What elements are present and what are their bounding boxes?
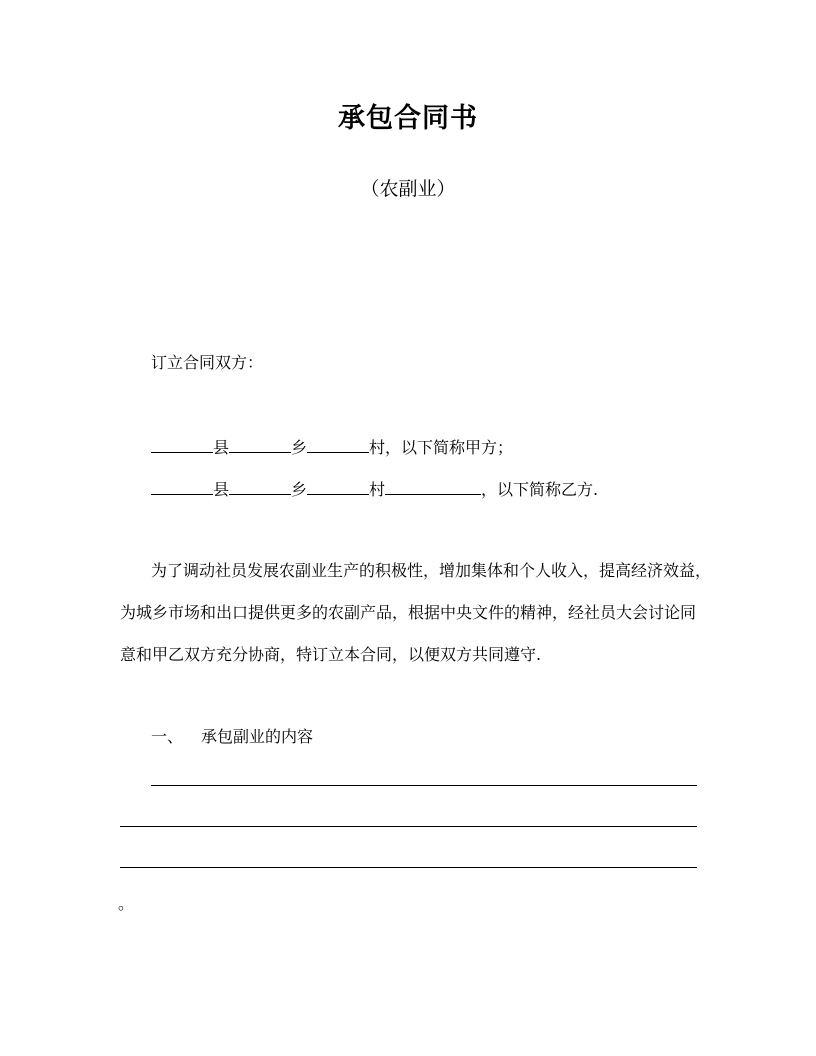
party-a-line [151, 436, 513, 459]
party-b-township-label: 乡 [291, 480, 308, 499]
party-a-village-blank[interactable] [307, 436, 369, 453]
party-b-village-label: 村 [369, 480, 386, 499]
party-a-township-blank[interactable] [229, 436, 291, 453]
party-b-name-blank[interactable] [385, 478, 481, 495]
preamble-line-3: 意和甲乙双方充分协商，特订立本合同，以便双方共同遵守. [120, 645, 542, 664]
preamble-line-2: 为城乡市场和出口提供更多的农副产品，根据中央文件的精神，经社员大会讨论同 [120, 603, 697, 622]
party-b-township-blank[interactable] [229, 478, 291, 495]
party-a-county-blank[interactable] [151, 436, 213, 453]
party-b-county-label: 县 [213, 480, 230, 499]
party-b-county-blank[interactable] [151, 478, 213, 495]
section-1-heading [151, 726, 313, 748]
party-a-county-label: 县 [213, 438, 230, 457]
end-mark: 。 [118, 894, 135, 913]
party-b-suffix: ，以下简称乙方. [481, 480, 599, 499]
section-1-content-line-3[interactable] [120, 867, 697, 868]
party-a-township-label: 乡 [291, 438, 308, 457]
party-b-village-blank[interactable] [307, 478, 369, 495]
section-1-title: 承包副业的内容 [201, 727, 314, 746]
section-1-content-line-2[interactable] [120, 826, 697, 827]
party-b-line [151, 478, 598, 501]
section-1-content-line-1[interactable] [151, 785, 697, 786]
parties-heading: 订立合同双方： [151, 353, 264, 372]
section-1-number: 一、 [151, 727, 184, 746]
document-title: 承包合同书 [338, 103, 478, 134]
preamble-line-1: 为了调动社员发展农副业生产的积极性，增加集体和个人收入，提高经济效益， [151, 561, 712, 580]
document-subtitle: （农副业） [360, 178, 456, 200]
party-a-suffix: ，以下简称甲方； [385, 438, 514, 457]
party-a-village-label: 村 [369, 438, 386, 457]
